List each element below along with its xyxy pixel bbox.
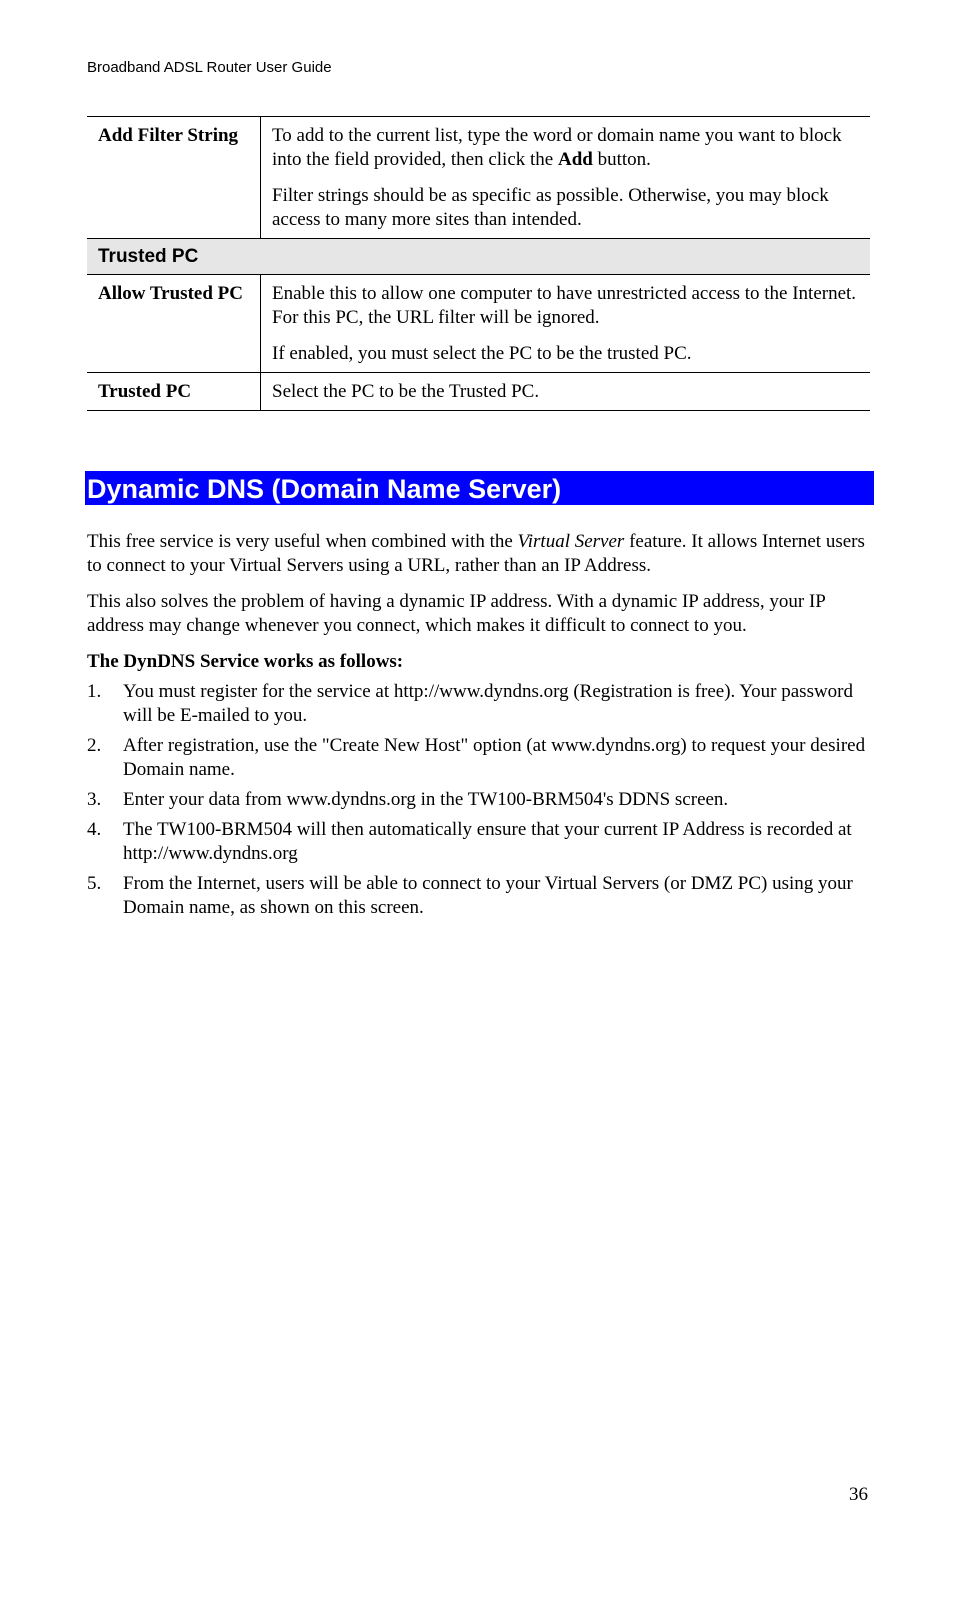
page-number: 36 [849,1484,868,1505]
description-text: To add to the current list, type the word or domain name you want to block into the field provided, then click the [272,125,842,170]
list-item [87,788,872,812]
section-heading: Dynamic DNS (Domain Name Server) [85,471,874,505]
step-text: After registration, use the "Create New Host" option (at www.dyndns.org) to request your desired Domain name. [123,735,866,780]
list-item [87,872,872,920]
description-paragraph: Enable this to allow one computer to have unrestricted access to the Internet. For this PC, the URL filter will be ignored. [272,283,857,328]
add-keyword: Add [557,149,593,170]
description-paragraph: Filter strings should be as specific as possible. Otherwise, you may block access to many more sites than intended. [272,185,829,230]
description-paragraph: Select the PC to be the Trusted PC. [272,381,540,402]
intro-paragraph [87,530,872,578]
step-text: You must register for the service at http://www.dyndns.org (Registration is free). Your password will be E-mailed to you. [123,681,854,726]
row-description [261,117,871,239]
step-number: 3. [87,789,102,810]
steps-list [87,680,872,920]
row-description [261,373,871,411]
step-text: The TW100-BRM504 will then automatically ensure that your current IP Address is recorded at http://www.dyndns.org [123,819,852,864]
step-number: 5. [87,873,102,894]
section-body [87,530,872,926]
running-header: Broadband ADSL Router User Guide [87,59,332,76]
section-row [87,239,870,275]
settings-table [87,116,870,411]
list-item [87,680,872,728]
step-number: 1. [87,681,102,702]
virtual-server-term: Virtual Server [517,531,625,552]
step-text: Enter your data from www.dyndns.org in the TW100-BRM504's DDNS screen. [123,789,729,810]
description-paragraph: If enabled, you must select the PC to be the trusted PC. [272,343,692,364]
step-text: From the Internet, users will be able to connect to your Virtual Servers (or DMZ PC) using your Domain name, as shown on this screen. [123,873,853,918]
intro-paragraph: This also solves the problem of having a dynamic IP address. With a dynamic IP address, your IP address may change whenever you connect, which makes it difficult to connect to you. [87,591,826,636]
step-number: 4. [87,819,102,840]
list-item [87,818,872,866]
table-row [87,275,870,373]
section-title-trusted-pc: Trusted PC [87,239,870,275]
row-label-allow-trusted-pc: Allow Trusted PC [87,275,261,373]
description-text: button. [592,149,651,170]
row-label-add-filter-string: Add Filter String [87,117,261,239]
step-number: 2. [87,735,102,756]
table-row [87,373,870,411]
steps-title: The DynDNS Service works as follows: [87,651,404,672]
table-row [87,117,870,239]
row-label-trusted-pc: Trusted PC [87,373,261,411]
list-item [87,734,872,782]
row-description [261,275,871,373]
intro-text: feature. It allows Internet users to connect to your Virtual Servers using a URL, rather than an IP Address. [87,531,865,576]
description-paragraph [272,124,860,172]
intro-text: This free service is very useful when combined with the [87,531,518,552]
